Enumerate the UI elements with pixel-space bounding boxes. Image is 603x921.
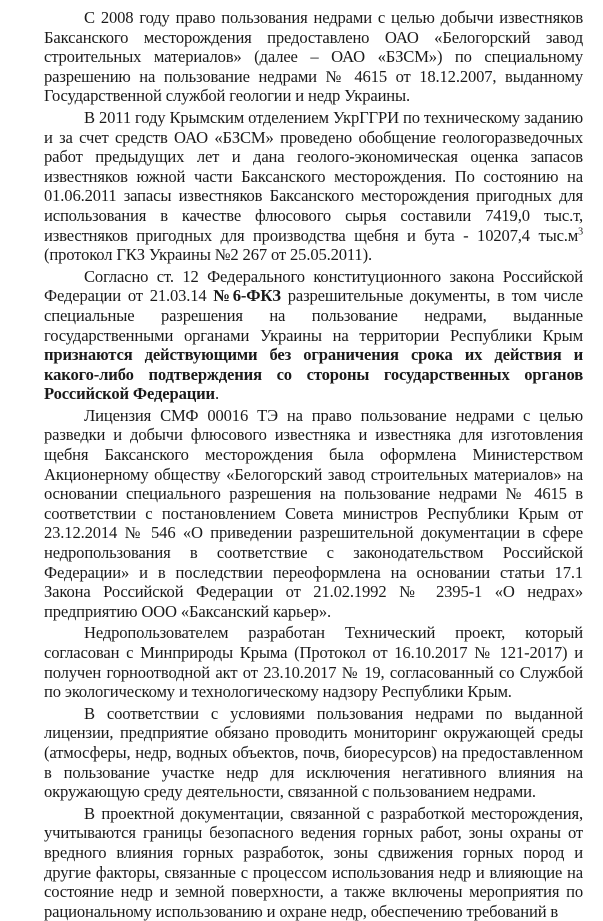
text-run: (протокол ГКЗ Украины №2 267 от 25.05.2011). xyxy=(44,245,372,265)
paragraph xyxy=(44,8,583,106)
paragraph xyxy=(44,267,583,404)
bold-text: №6-ФКЗ xyxy=(213,286,281,306)
document-body xyxy=(44,8,583,921)
text-run: Согласно ст. 12 Федерального конституционного закона Российской Федерации от 21.03.14 xyxy=(44,266,583,306)
paragraph xyxy=(44,406,583,622)
text-run: В соответствии с условиями пользования недрами по выданной лицензии, предприятие обязано проводить мониторинг окружающей среды (атмосферы, недр, водных объектов, почв, биоресурсов) на предоставленном в пользование участке недр для исключения негативного влияния на окружающую среду деятельности, связанной с пользованием недрами. xyxy=(44,703,583,802)
text-run: В 2011 году Крымским отделением УкрГГРИ по техническому заданию и за счет средств ОАО «БЗСМ» проведено обобщение геологоразведочных работ предыдущих лет и дана геолого-экономическая оценка запасов известняков южной части Баксанского месторождения. По состоянию на 01.06.2011 запасы известняков Баксанского месторождения пригодных для использования в качестве флюсового сырья составили 7419,0 тыс.т, известняков пригодных для производства щебня и бута - 10207,4 тыс.м xyxy=(44,107,583,245)
text-run: . xyxy=(214,384,219,404)
superscript: 3 xyxy=(578,226,583,237)
text-run: Лицензия СМФ 00016 ТЭ на право пользование недрами с целью разведки и добычи флюсового известняка и известняка для изготовления щебня Баксанского месторождения была оформлена Министерством Акционерному обществу «Белогорский завод строительных материалов» на основании специального разрешения на пользование недрами № 4615 в соответствии с постановлением Совета министров Республики Крым от 23.12.2014 № 546 «О приведении разрешительной документации в сфере недропользования в соответствие с законодательством Российской Федерации» и в последствии переоформлена на основании статьи 17.1 Закона Российской Федерации от 21.02.1992 № 2395-1 «О недрах» предприятию ООО «Баксанский карьер». xyxy=(44,405,583,621)
paragraph xyxy=(44,108,583,265)
paragraph xyxy=(44,704,583,802)
bold-text: признаются действующими без ограничения срока их действия и какого-либо подтверждения со стороны государственных органов Российской Федерации xyxy=(44,345,583,404)
paragraph xyxy=(44,623,583,701)
text-run: Недропользователем разработан Технический проект, который согласован с Минприроды Крыма (Протокол от 16.10.2017 № 121-2017) и получен горноотводной акт от 23.10.2017 № 19, согласованный со Службой по экологическому и технологическому надзору Республики Крым. xyxy=(44,623,583,702)
text-run: разрешительные документы, в том числе специальные разрешения на пользование недрами, выданные государственными органами Украины на территории Республики Крым xyxy=(44,286,584,345)
text-run: С 2008 году право пользования недрами с целью добычи известняков Баксанского месторождения предоставлено ОАО «Белогорский завод строительных материалов» (далее – ОАО «БЗСМ») по специальному разрешению на пользование недрами № 4615 от 18.12.2007, выданному Государственной службой геологии и недр Украины. xyxy=(44,8,583,106)
text-run: В проектной документации, связанной с разработкой месторождения, учитываются границы безопасного ведения горных работ, зоны охраны от вредного влияния горных разработок, зоны сдвижения горных пород и другие факторы, связанные с процессом использования недр и влияющие на состояние недр и земной поверхности, а также включены мероприятия по рациональному использованию и охране недр, обеспечению требований в xyxy=(44,803,583,921)
paragraph xyxy=(44,804,583,921)
